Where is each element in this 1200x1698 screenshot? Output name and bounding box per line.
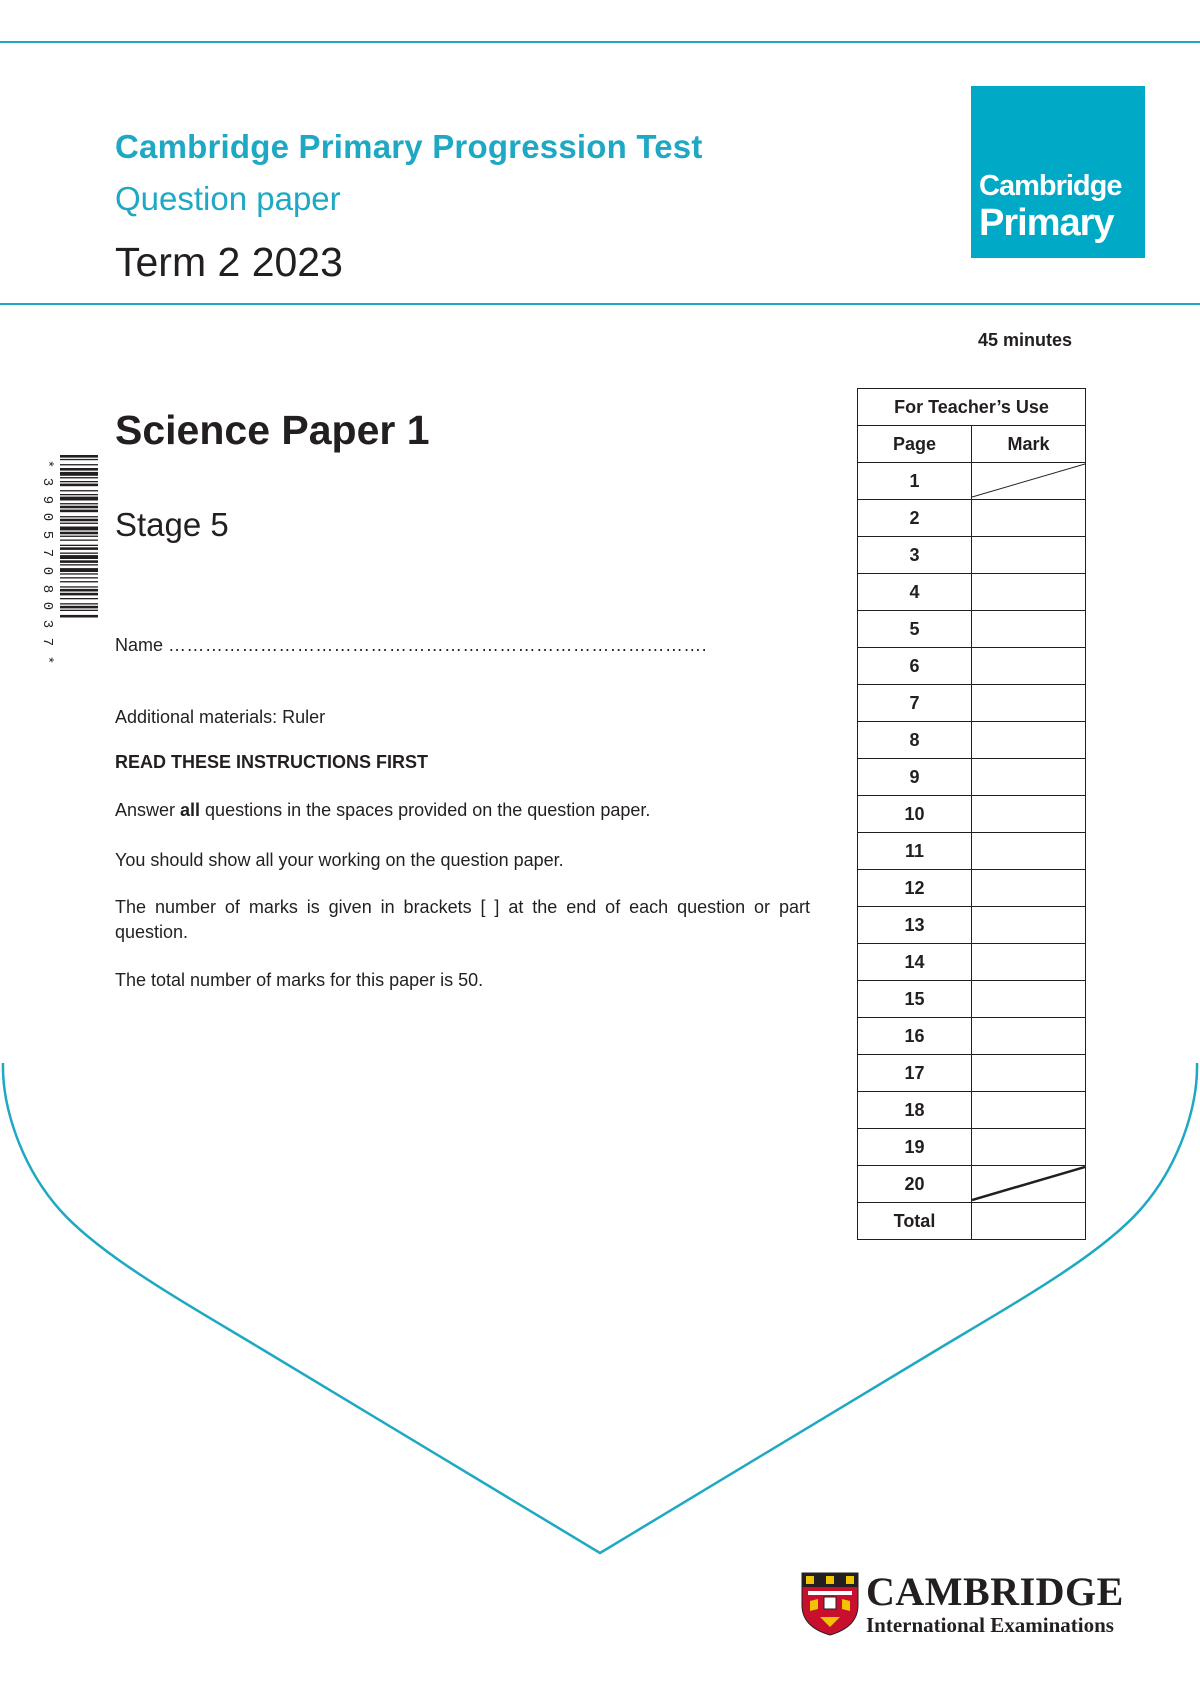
instruction-1-pre: Answer [115, 800, 181, 820]
marks-row [858, 870, 1086, 907]
marks-row [858, 537, 1086, 574]
instructions-heading: READ THESE INSTRUCTIONS FIRST [115, 752, 429, 772]
instruction-3: The number of marks is given in brackets [ ] at the end of each question or part question. [115, 897, 810, 942]
mark-cell[interactable] [972, 944, 1086, 981]
paper-title: Science Paper 1 [115, 407, 430, 453]
term-label: Term 2 2023 [115, 239, 343, 285]
total-label: Total [858, 1203, 972, 1240]
name-field [115, 635, 707, 656]
mark-cell[interactable] [972, 648, 1086, 685]
barcode [60, 455, 98, 678]
cambridge-primary-logo [971, 86, 1145, 258]
page-number-cell: 2 [858, 500, 972, 537]
cambridge-crest-icon [800, 1571, 860, 1637]
cambridge-wordmark-sub: International Examinations [866, 1613, 1114, 1637]
marks-row [858, 944, 1086, 981]
marks-row [858, 1018, 1086, 1055]
barcode-digit: * [38, 655, 55, 664]
strike-diagonal [972, 1166, 1085, 1202]
strike-diagonal [972, 463, 1085, 499]
instruction-2: You should show all your working on the question paper. [115, 850, 564, 870]
teacher-use-table [857, 388, 1086, 1240]
stage-label: Stage 5 [115, 506, 229, 543]
page-number-cell: 11 [858, 833, 972, 870]
mark-cell[interactable] [972, 1018, 1086, 1055]
column-header-mark: Mark [972, 426, 1086, 463]
barcode-digit: 0 [38, 602, 55, 611]
marks-row [858, 463, 1086, 500]
mark-cell[interactable] [972, 870, 1086, 907]
instruction-1 [115, 798, 810, 823]
mark-cell[interactable] [972, 722, 1086, 759]
mark-cell[interactable] [972, 574, 1086, 611]
page-number-cell: 7 [858, 685, 972, 722]
barcode-digit: 9 [38, 495, 55, 504]
barcode-digits [38, 455, 54, 669]
instruction-1-bold: all [180, 800, 201, 820]
barcode-digit: 3 [38, 619, 55, 629]
marks-row [858, 907, 1086, 944]
mark-cell[interactable] [972, 537, 1086, 574]
marks-row [858, 648, 1086, 685]
marks-row [858, 759, 1086, 796]
page-number-cell: 4 [858, 574, 972, 611]
mark-cell[interactable] [972, 1129, 1086, 1166]
barcode-digit: * [38, 459, 55, 469]
page-number-cell: 15 [858, 981, 972, 1018]
page-number-cell: 17 [858, 1055, 972, 1092]
mark-cell[interactable] [972, 907, 1086, 944]
mark-cell[interactable] [972, 981, 1086, 1018]
mark-cell[interactable] [972, 500, 1086, 537]
barcode-digit: 8 [38, 584, 55, 593]
name-dotted-line: ……………………………………………………………………………. [168, 635, 708, 655]
barcode-digit: 7 [38, 548, 55, 558]
marks-row [858, 1055, 1086, 1092]
page-number-cell: 10 [858, 796, 972, 833]
mark-cell[interactable] [972, 1166, 1086, 1203]
instruction-4: The total number of marks for this paper is 50. [115, 970, 484, 990]
page-number-cell: 8 [858, 722, 972, 759]
mark-cell[interactable] [972, 611, 1086, 648]
mark-cell[interactable] [972, 1092, 1086, 1129]
marks-row [858, 685, 1086, 722]
barcode-digit: 3 [38, 477, 55, 486]
total-mark-cell[interactable] [972, 1203, 1086, 1240]
total-row [858, 1203, 1086, 1240]
page-number-cell: 9 [858, 759, 972, 796]
teacher-use-heading: For Teacher’s Use [858, 389, 1086, 426]
page-number-cell: 12 [858, 870, 972, 907]
document-type: Question paper [115, 180, 341, 217]
cambridge-wordmark: CAMBRIDGE [866, 1569, 1124, 1614]
marks-row [858, 1092, 1086, 1129]
column-header-page: Page [858, 426, 972, 463]
marks-row [858, 611, 1086, 648]
logo-line-2: Primary [979, 202, 1114, 244]
exam-series-title: Cambridge Primary Progression Test [115, 128, 703, 165]
marks-row [858, 574, 1086, 611]
mark-cell[interactable] [972, 463, 1086, 500]
mark-cell[interactable] [972, 1055, 1086, 1092]
barcode-digit: 0 [38, 513, 55, 522]
instruction-1-post: questions in the spaces provided on the question paper. [200, 800, 651, 820]
mark-cell[interactable] [972, 759, 1086, 796]
mark-cell[interactable] [972, 685, 1086, 722]
marks-row [858, 833, 1086, 870]
page-number-cell: 18 [858, 1092, 972, 1129]
logo-line-1: Cambridge [979, 170, 1122, 202]
duration-label: 45 minutes [978, 330, 1073, 350]
page-number-cell: 3 [858, 537, 972, 574]
marks-row [858, 722, 1086, 759]
barcode-digit: 7 [38, 637, 55, 647]
marks-row [858, 981, 1086, 1018]
mark-cell[interactable] [972, 796, 1086, 833]
page-number-cell: 20 [858, 1166, 972, 1203]
barcode-digit: 5 [38, 530, 55, 540]
page-number-cell: 5 [858, 611, 972, 648]
page-number-cell: 1 [858, 463, 972, 500]
mark-cell[interactable] [972, 833, 1086, 870]
marks-row [858, 796, 1086, 833]
barcode-digit: 0 [38, 566, 55, 575]
page-number-cell: 14 [858, 944, 972, 981]
name-label: Name [115, 635, 164, 655]
page-number-cell: 13 [858, 907, 972, 944]
page-number-cell: 16 [858, 1018, 972, 1055]
marks-row [858, 1166, 1086, 1203]
additional-materials: Additional materials: Ruler [115, 707, 326, 727]
page-number-cell: 6 [858, 648, 972, 685]
page-number-cell: 19 [858, 1129, 972, 1166]
marks-row [858, 500, 1086, 537]
marks-row [858, 1129, 1086, 1166]
